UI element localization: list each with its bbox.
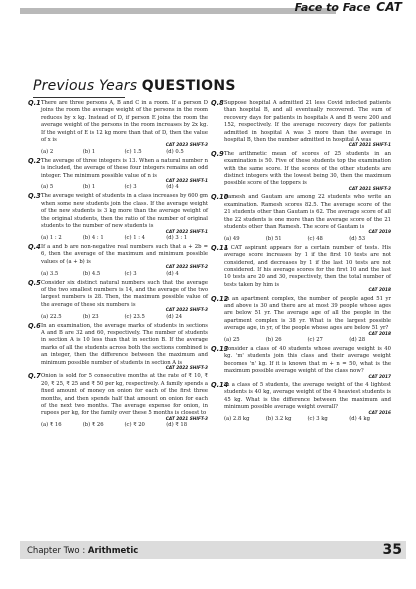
question-number: Q.11 bbox=[211, 243, 229, 252]
answer-option: (c) 27 bbox=[307, 337, 323, 343]
answer-option: (c) 3 bbox=[124, 184, 137, 191]
question-text: A CAT aspirant appears for a certain number of tests. His average score increases by 1 if the first 10 tests are not considered, and decreases by 1 if the last 10 tests are not considered. If his average scores for the first 10 and the last 10 tests are 20 and 30, respectively, then the total number of tests taken by him is bbox=[224, 244, 391, 288]
question-number: Q.1 bbox=[28, 99, 41, 107]
answer-options bbox=[224, 337, 391, 344]
answer-options bbox=[41, 314, 208, 321]
question-text: In an examination, the average marks of students in sections A and B are 32 and 60, respectively. The number of students in section A is 10 less than that in section B. If the average marks of all the students across both the sections combined is an integer, then the difference between the maximum and minimum possible number of students in section A is bbox=[41, 322, 208, 366]
question-number: Q.3 bbox=[28, 192, 41, 201]
question-item bbox=[28, 99, 208, 156]
answer-option: (b) 3.2 kg bbox=[265, 416, 292, 423]
answer-option: (d) 3 : 1 bbox=[166, 234, 188, 241]
question-number: Q.12 bbox=[211, 294, 229, 303]
question-number: Q.7 bbox=[28, 372, 41, 381]
question-source: CAT 2023 SHIFT-3 bbox=[165, 143, 208, 149]
answer-option: (d) 4 kg bbox=[349, 416, 370, 423]
question-text: Onion is sold for 5 consecutive months at the rate of ₹ 10, ₹ 20, ₹ 25, ₹ 25 and ₹ 50 per kg, respectively. A family spends a fixed amount of money on onion for each of the first three months, and then spends half that amount on onion for each of the next two months. The average expense for onion, in rupees per kg, for the family over these 5 months is closest to bbox=[41, 373, 208, 417]
question-text: The average weight of students in a class increases by 600 gm when some new students join the class. If the average weight of the new students is 3 kg more than the average weight of the original students, then the ratio of the number of original students to the number of new students is bbox=[41, 193, 208, 230]
answer-option: (c) 1.5 bbox=[124, 148, 142, 155]
section-title-part1: Previous Years bbox=[33, 78, 138, 94]
question-text: The arithmetic mean of scores of 25 students in an examination is 50. Five of these students top the examination with the same score. If the scores of the other students are distinct integers with the lowest being 30, then the maximum possible score of the toppers is bbox=[224, 150, 391, 187]
brand-suffix: CAT bbox=[376, 0, 402, 14]
answer-option: (d) 53 bbox=[349, 235, 366, 242]
brand-prefix: Face to Face bbox=[294, 0, 371, 14]
question-item bbox=[211, 381, 391, 423]
question-text: Ramesh and Gautam are among 22 students who write an examination. Ramesh scores 82.5. The average score of the 21 students other than Gautam is 62. The average score of all the 22 students is one more than the average score of the 21 students other than Ramesh. The score of Gautam is bbox=[224, 194, 391, 230]
question-item bbox=[28, 242, 208, 278]
answer-options bbox=[41, 422, 208, 429]
question-item bbox=[28, 192, 208, 241]
answer-option: (b) 4 : 1 bbox=[82, 234, 104, 241]
answer-option: (b) ₹ 26 bbox=[82, 422, 104, 429]
answer-options bbox=[41, 235, 208, 242]
question-item bbox=[211, 193, 391, 242]
answer-option: (d) 28 bbox=[349, 337, 366, 343]
answer-option: (b) 23 bbox=[82, 313, 99, 320]
question-source: CAT 2022 SHIFT-3 bbox=[165, 366, 208, 371]
footer-chapter bbox=[27, 546, 138, 556]
left-question-column bbox=[28, 99, 208, 431]
answer-option: (d) 0.5 bbox=[166, 148, 184, 155]
question-text: In a class of 5 students, the average weight of the 4 lightest students is 40 kg, average weight of the 4 heaviest students is 45 kg. What is the difference between the maximum and minimum possible average weight overall? bbox=[224, 382, 391, 411]
question-text: If a and b are non-negative real numbers such that a + 2b = 6, then the average of the maximum and minimum possible values of (a + b) is bbox=[41, 243, 208, 265]
question-number: Q.5 bbox=[28, 278, 41, 287]
answer-option: (a) 22.5 bbox=[41, 313, 62, 320]
question-source: CAT 2016 bbox=[368, 410, 391, 416]
answer-option: (a) 1 : 2 bbox=[41, 234, 62, 241]
answer-option: (a) 25 bbox=[224, 337, 240, 343]
section-title bbox=[33, 78, 236, 94]
question-item bbox=[211, 149, 391, 192]
question-text: The average of three integers is 13. When a natural number n is included, the average of these four integers remains an odd integer. The minimum possible value of n is bbox=[41, 157, 208, 179]
answer-options bbox=[41, 271, 208, 278]
question-number: Q.2 bbox=[28, 156, 41, 165]
question-number: Q.14 bbox=[211, 381, 229, 390]
question-item bbox=[28, 278, 208, 321]
question-item bbox=[28, 156, 208, 192]
right-question-column bbox=[211, 99, 391, 425]
question-source: CAT 2021 SHIFT-1 bbox=[348, 143, 391, 149]
question-number: Q.8 bbox=[211, 99, 224, 107]
question-text: Consider a class of 40 students whose average weight is 40 kg. 'm' students join this class and their average weight becomes 'n' kg. If it is known that m + n = 50, what is the maximum possible average weight of the class now? bbox=[224, 346, 391, 375]
question-item bbox=[28, 372, 208, 429]
answer-option: (b) 1 bbox=[82, 148, 96, 155]
question-source: CAT 2022 SHIFT-2 bbox=[165, 265, 208, 271]
answer-option: (d) 4 bbox=[166, 270, 179, 277]
answer-option: (c) 3 bbox=[124, 270, 137, 277]
answer-option: (a) 3.5 bbox=[41, 270, 59, 277]
chapter-label: Chapter Two : bbox=[27, 546, 88, 556]
page-header bbox=[20, 0, 406, 14]
question-number: Q.6 bbox=[28, 321, 41, 330]
answer-options bbox=[41, 149, 208, 156]
answer-option: (c) 3 kg bbox=[307, 416, 328, 423]
question-text: In an apartment complex, the number of people aged 51 yr and above is 30 and there are at most 39 people whose ages are below 51 yr. The average age of all the people in the apartment complex is 38 yr. What is the largest possible average age, in yr, of the people whose ages are below 51 yr? bbox=[224, 295, 391, 332]
header-rule bbox=[20, 8, 336, 14]
answer-option: (a) 2.8 kg bbox=[224, 416, 250, 423]
answer-option: (d) ₹ 18 bbox=[166, 422, 188, 429]
answer-option: (c) ₹ 20 bbox=[124, 422, 145, 429]
question-item bbox=[211, 294, 391, 344]
question-source: CAT 2022 SHIFT-1 bbox=[165, 229, 208, 235]
answer-option: (a) 49 bbox=[224, 235, 240, 242]
question-text: Consider six distinct natural numbers such that the average of the two smallest numbers is 14, and the average of the two largest numbers is 28. Then, the maximum possible value of the average of these six numbers is bbox=[41, 279, 208, 308]
answer-option: (d) 4 bbox=[166, 184, 179, 191]
answer-option: (d) 24 bbox=[166, 313, 183, 320]
question-number: Q.9 bbox=[211, 149, 224, 158]
answer-option: (b) 1 bbox=[82, 184, 96, 191]
answer-option: (b) 51 bbox=[265, 235, 282, 242]
answer-option: (a) ₹ 16 bbox=[41, 422, 62, 429]
question-number: Q.10 bbox=[211, 193, 229, 202]
question-source: CAT 2022 SHIFT-1 bbox=[165, 179, 208, 185]
question-source: CAT 2018 bbox=[368, 288, 391, 294]
answer-option: (b) 26 bbox=[265, 337, 282, 343]
question-item bbox=[211, 345, 391, 380]
chapter-name: Arithmetic bbox=[87, 546, 139, 556]
answer-option: (c) 23.5 bbox=[124, 313, 145, 320]
question-text: There are three persons A, B and C in a room. If a person D joins the room the average weight of the persons in the room reduces by x kg. Instead of D, if person E joins the room the average weight of the persons in the room increases by 2x kg. If the weight of E is 12 kg more than that of D, then the value of x is bbox=[41, 100, 208, 144]
answer-options bbox=[224, 236, 391, 243]
answer-option: (a) 2 bbox=[41, 148, 54, 155]
page-number: 35 bbox=[382, 542, 402, 558]
answer-option: (a) 5 bbox=[41, 184, 54, 191]
question-item bbox=[211, 243, 391, 294]
question-source: CAT 2019 bbox=[368, 230, 391, 236]
answer-option: (c) 48 bbox=[307, 235, 323, 242]
section-underline bbox=[33, 97, 125, 98]
question-item bbox=[28, 321, 208, 372]
question-source: CAT 2021 SHIFT-3 bbox=[165, 416, 208, 422]
question-source: CAT 2021 SHIFT-3 bbox=[348, 186, 391, 192]
question-source: CAT 2022 SHIFT-3 bbox=[165, 308, 208, 314]
section-title-part2: QUESTIONS bbox=[141, 78, 236, 94]
question-source: CAT 2018 bbox=[368, 331, 391, 337]
question-number: Q.13 bbox=[211, 345, 229, 353]
question-item bbox=[211, 99, 391, 149]
question-source: CAT 2017 bbox=[368, 374, 391, 380]
answer-option: (b) 4.5 bbox=[82, 270, 101, 277]
answer-options bbox=[224, 416, 391, 423]
question-number: Q.4 bbox=[28, 242, 41, 251]
answer-option: (c) 1 : 4 bbox=[124, 234, 145, 241]
header-brand bbox=[295, 0, 402, 16]
answer-options bbox=[41, 184, 208, 191]
question-text: Suppose hospital A admitted 21 less Covid infected patients than hospital B, and all eventually recovered. The sum of recovery days for patients in hospitals A and B were 200 and 152, respectively. If the average recovery days for patients admitted in hospital A was 3 more than the average in hospital B, then the number admitted in hospital A was bbox=[224, 100, 391, 144]
